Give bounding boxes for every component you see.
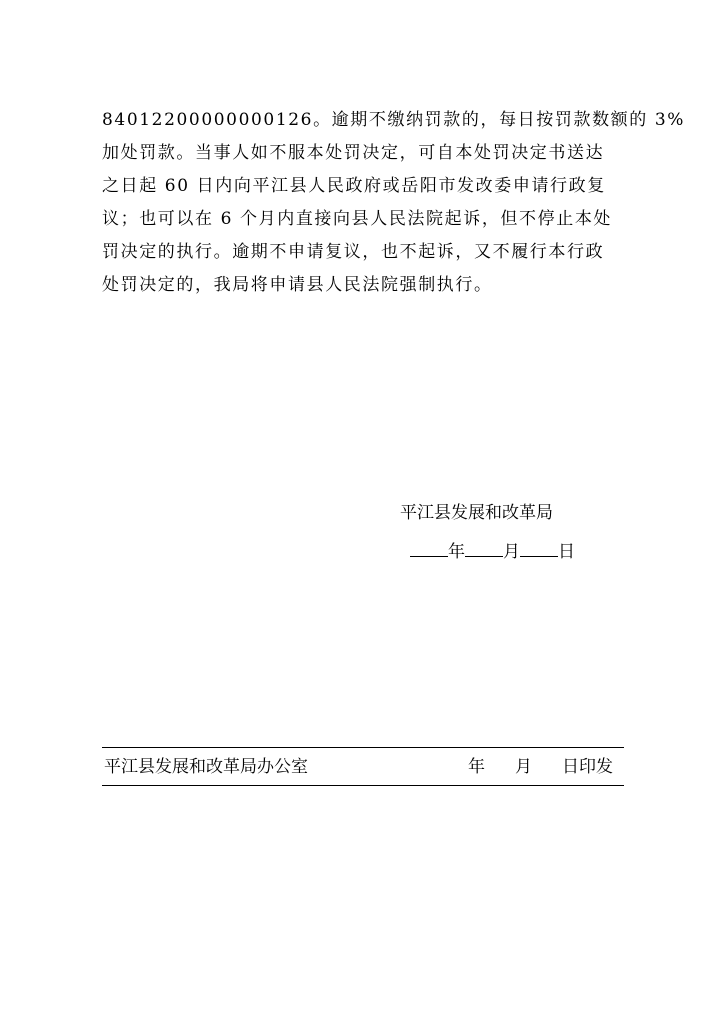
year-blank <box>410 540 448 557</box>
body-line-1: 84012200000000126。逾期不缴纳罚款的，每日按罚款数额的 3% <box>102 110 686 130</box>
footer-bottom-rule <box>102 785 624 786</box>
footer-month-label: 月 <box>515 757 532 777</box>
decision-body <box>102 104 686 302</box>
month-blank <box>465 540 503 557</box>
day-blank <box>520 540 558 557</box>
body-line-5: 罚决定的执行。逾期不申请复议，也不起诉，又不履行本行政 <box>102 242 605 262</box>
body-line-2: 加处罚款。当事人如不服本处罚决定，可自本处罚决定书送达 <box>102 143 605 163</box>
issuing-organization: 平江县发展和改革局 <box>400 503 553 523</box>
footer-print-date <box>468 755 613 779</box>
month-label: 月 <box>503 542 520 562</box>
body-line-3: 之日起 60 日内向平江县人民政府或岳阳市发改委申请行政复 <box>102 176 606 196</box>
footer-top-rule <box>102 747 624 748</box>
footer-day-suffix: 日印发 <box>562 757 613 777</box>
body-line-4: 议；也可以在 6 个月内直接向县人民法院起诉，但不停止本处 <box>102 209 613 229</box>
signature-date <box>410 540 575 563</box>
footer-year-label: 年 <box>468 757 485 777</box>
year-label: 年 <box>448 542 465 562</box>
body-line-6: 处罚决定的，我局将申请县人民法院强制执行。 <box>102 275 493 295</box>
footer-issuer: 平江县发展和改革局办公室 <box>104 757 308 777</box>
day-label: 日 <box>558 542 575 562</box>
